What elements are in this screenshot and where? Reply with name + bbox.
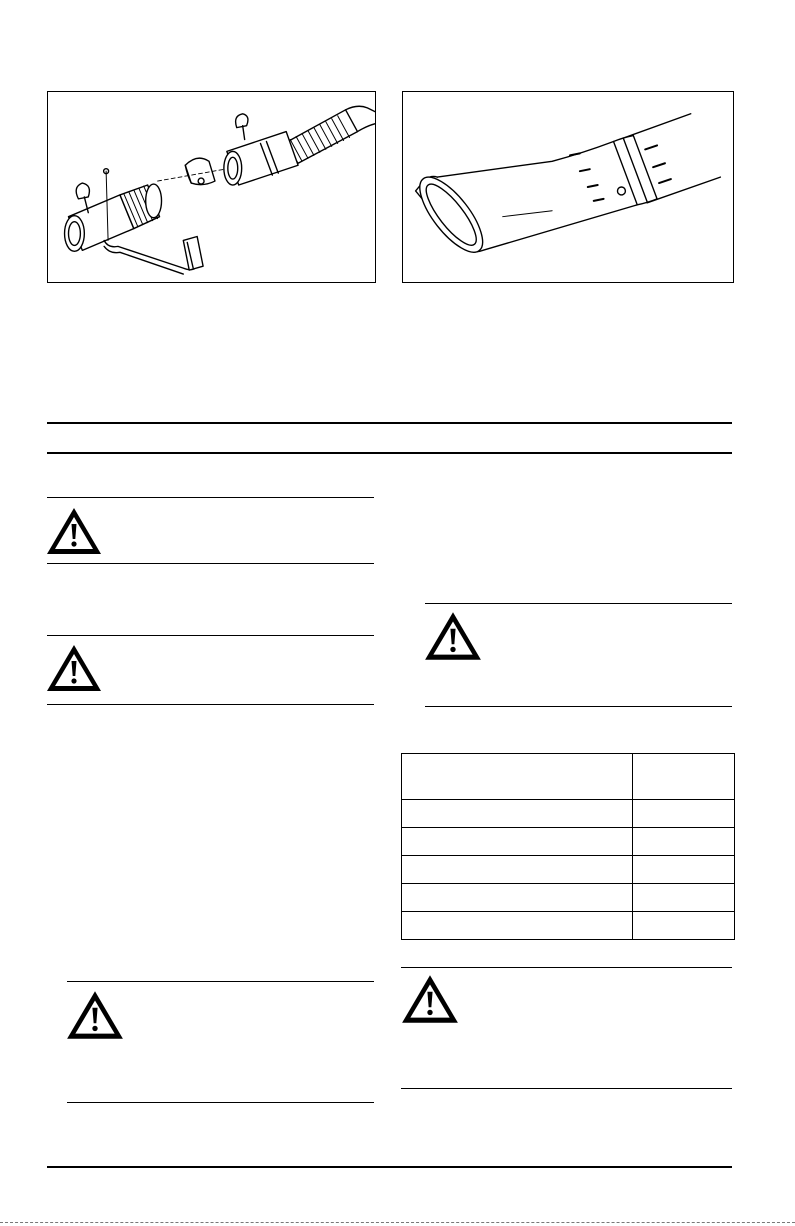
section-rule-bottom bbox=[47, 452, 732, 454]
table-cell bbox=[402, 912, 633, 940]
warning-2-bottom-rule bbox=[47, 704, 374, 705]
table-header-cell bbox=[633, 754, 735, 800]
warning-5-bottom-rule bbox=[401, 1088, 732, 1089]
flat-nozzle-illustration bbox=[403, 92, 733, 282]
flat-nozzle-figure bbox=[402, 91, 734, 283]
warning-4-top-rule bbox=[425, 603, 732, 604]
table-row bbox=[402, 884, 735, 912]
warning-triangle-icon bbox=[399, 972, 461, 1026]
warning-3-bottom-rule bbox=[67, 1102, 374, 1103]
warning-2-top-rule bbox=[47, 635, 374, 636]
warning-triangle-icon bbox=[44, 505, 104, 557]
table-cell bbox=[633, 800, 735, 828]
table-header-cell bbox=[402, 754, 633, 800]
table-row bbox=[402, 856, 735, 884]
warning-triangle-icon bbox=[64, 988, 126, 1042]
table-cell bbox=[633, 828, 735, 856]
table-header-row bbox=[402, 754, 735, 800]
table-row bbox=[402, 800, 735, 828]
warning-1-top-rule bbox=[47, 497, 374, 498]
table-cell bbox=[633, 856, 735, 884]
spec-table bbox=[401, 753, 735, 940]
warning-triangle-icon bbox=[44, 642, 104, 694]
blower-tube-assembly-illustration bbox=[48, 92, 375, 282]
table-cell bbox=[402, 800, 633, 828]
table-row bbox=[402, 828, 735, 856]
table-cell bbox=[402, 856, 633, 884]
warning-3-top-rule bbox=[67, 981, 374, 982]
warning-1-bottom-rule bbox=[47, 563, 374, 564]
blower-tube-assembly-figure bbox=[47, 91, 376, 283]
table-cell bbox=[402, 884, 633, 912]
warning-4-bottom-rule bbox=[425, 706, 732, 707]
warning-5-top-rule bbox=[401, 967, 732, 968]
table-cell bbox=[633, 912, 735, 940]
table-cell bbox=[402, 828, 633, 856]
warning-triangle-icon bbox=[422, 609, 484, 663]
table-row bbox=[402, 912, 735, 940]
table-cell bbox=[633, 884, 735, 912]
footer-rule bbox=[47, 1166, 732, 1168]
page-edge bbox=[0, 1222, 795, 1223]
section-rule-top bbox=[47, 422, 732, 424]
